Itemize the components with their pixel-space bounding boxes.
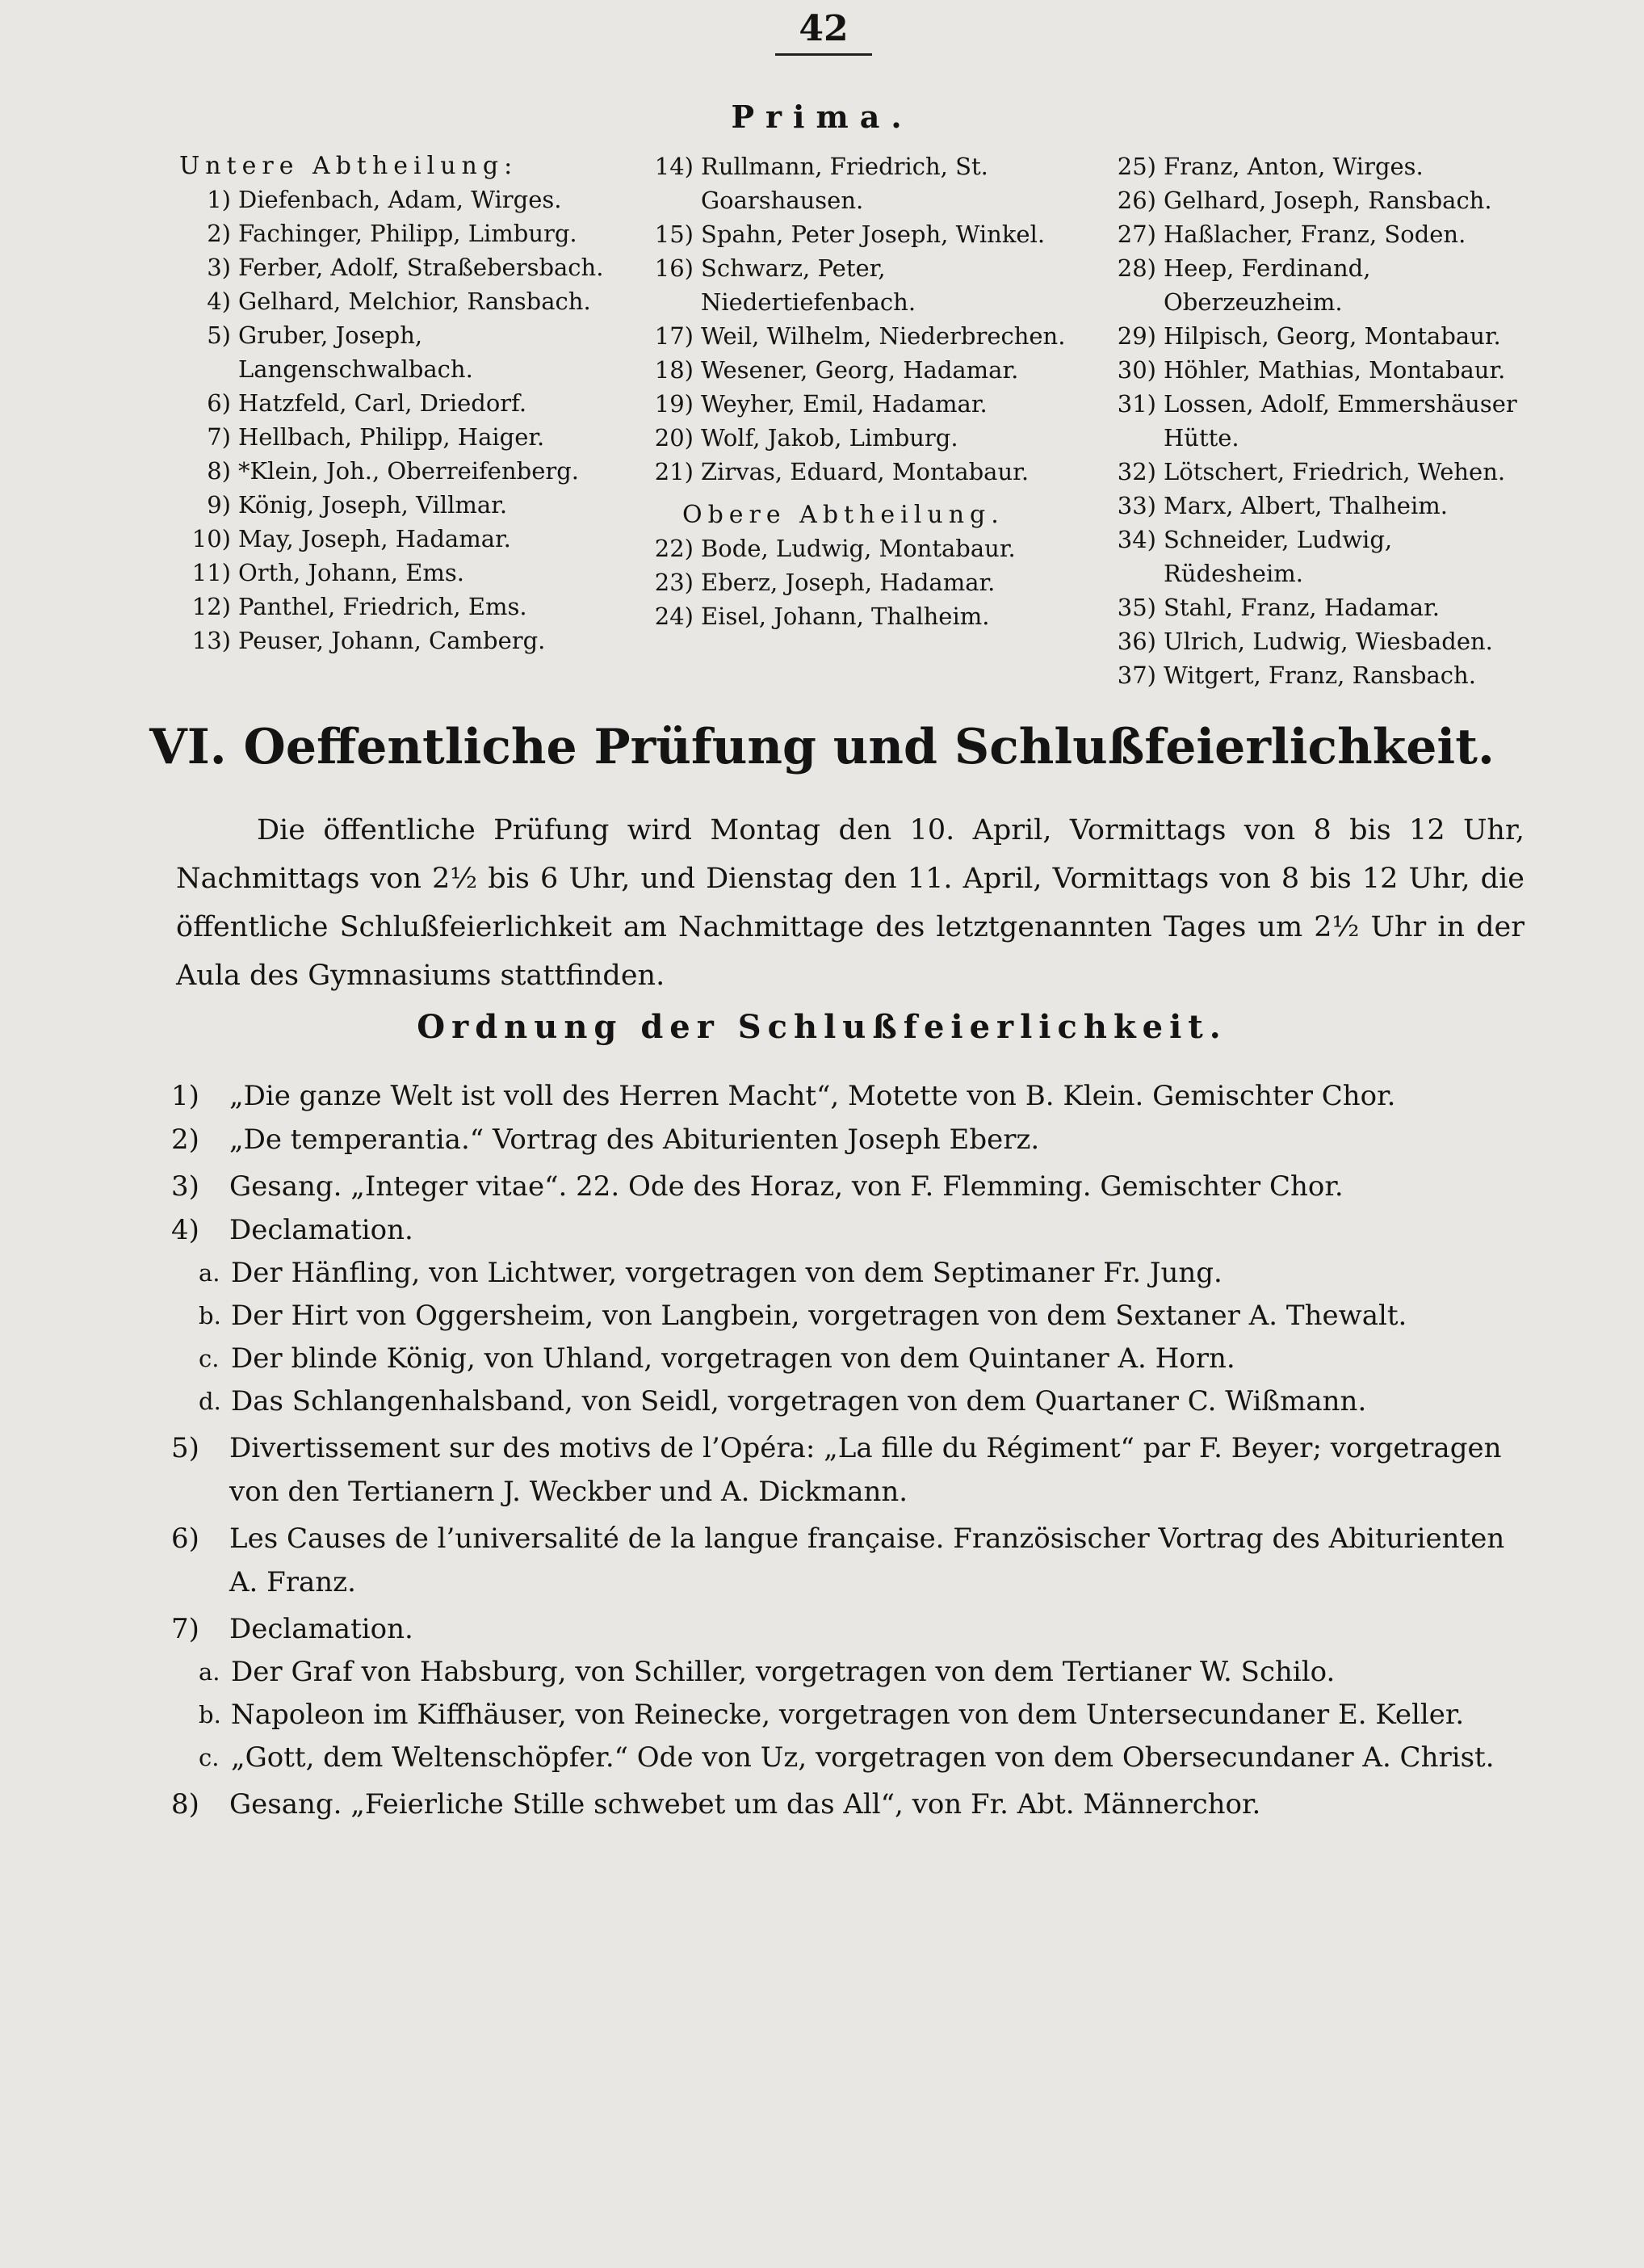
list-item [1105, 319, 1529, 353]
entry-name: Diefenbach, Adam, Wirges. [238, 186, 562, 213]
list-item [642, 251, 1094, 319]
prima-heading: Prima. [731, 99, 913, 135]
entry-name: Spahn, Peter Joseph, Winkel. [701, 220, 1046, 248]
section-title: VI. Oeffentliche Prüfung und Schlußfeierlichkeit. [149, 719, 1495, 775]
entry-name: Hellbach, Philipp, Haiger. [238, 423, 545, 451]
program-text: „Die ganze Welt ist voll des Herren Macht“, Motette von B. Klein. Gemischter Chor. [229, 1080, 1396, 1112]
entry-number: 15) [654, 220, 694, 248]
program-text: Divertissement sur des motivs de l’Opéra: „La fille du Régiment“ par F. Beyer; vorgetragen von den Tertianern J. Weckber und A. Dickmann. [229, 1432, 1502, 1508]
entry-number: 26) [1117, 187, 1156, 214]
program-item [171, 1165, 1528, 1208]
entry-name: Peuser, Johann, Camberg. [238, 627, 546, 654]
ceremony-program [171, 1074, 1528, 1826]
entry-number: 36) [1117, 628, 1156, 655]
entry-number: 34) [1117, 526, 1156, 553]
entry-name: Ferber, Adolf, Straßebersbach. [238, 254, 604, 281]
list-item [1105, 455, 1529, 489]
subitem-text: Napoleon im Kiffhäuser, von Reinecke, vorgetragen von dem Untersecundaner E. Keller. [231, 1699, 1465, 1731]
entry-name: Hilpisch, Georg, Montabaur. [1164, 322, 1501, 350]
entry-number: 19) [654, 390, 694, 418]
entry-name: Eisel, Johann, Thalheim. [701, 603, 990, 630]
list-item [642, 353, 1094, 387]
list-item [1105, 489, 1529, 523]
entry-number: 11) [191, 559, 231, 586]
page-number-rule [775, 53, 872, 56]
entry-name: Stahl, Franz, Hadamar. [1164, 594, 1440, 621]
subitem-text: Der Hänfling, von Lichtwer, vorgetragen von dem Septimaner Fr. Jung. [231, 1257, 1223, 1289]
entry-number: 2) [207, 220, 231, 247]
entry-number: 30) [1117, 356, 1156, 384]
entry-number: 13) [191, 627, 231, 654]
entry-name: May, Joseph, Hadamar. [238, 525, 511, 552]
entry-name: Witgert, Franz, Ransbach. [1164, 662, 1476, 689]
list-item [179, 216, 631, 250]
entry-number: 8) [207, 457, 231, 485]
list-item [179, 318, 631, 386]
list-item [1105, 353, 1529, 387]
program-subitem [171, 1737, 1528, 1779]
student-list-column-1 [179, 149, 631, 657]
program-subitem [171, 1694, 1528, 1737]
program-text: „De temperantia.“ Vortrag des Abiturienten Joseph Eberz. [229, 1124, 1040, 1156]
entry-number: 12) [191, 593, 231, 620]
entry-number: 32) [1117, 458, 1156, 485]
entry-number: 1) [207, 186, 231, 213]
list-item [642, 531, 1094, 565]
list-item [1105, 183, 1529, 217]
program-number: 5) [171, 1432, 199, 1464]
entry-name: Rullmann, Friedrich, St. Goarshausen. [701, 153, 988, 214]
entry-number: 35) [1117, 594, 1156, 621]
entry-name: Gruber, Joseph, Langenschwalbach. [238, 321, 473, 383]
list-item [1105, 149, 1529, 183]
entry-name: Gelhard, Joseph, Ransbach. [1164, 187, 1492, 214]
entry-name: Lossen, Adolf, Emmershäuser Hütte. [1164, 390, 1517, 452]
entry-name: Höhler, Mathias, Montabaur. [1164, 356, 1506, 384]
entry-number: 20) [654, 424, 694, 452]
entry-number: 17) [654, 322, 694, 350]
program-text: Gesang. „Feierliche Stille schwebet um das All“, von Fr. Abt. Männerchor. [229, 1788, 1261, 1821]
program-item [171, 1607, 1528, 1651]
program-text: Les Causes de l’universalité de la langue française. Französischer Vortrag des Abiturienten A. Franz. [229, 1522, 1505, 1598]
entry-number: 4) [207, 288, 231, 315]
entry-number: 6) [207, 389, 231, 417]
entry-number: 5) [207, 321, 231, 349]
program-number: 8) [171, 1788, 199, 1821]
program-text: Declamation. [229, 1214, 413, 1246]
list-item [179, 386, 631, 420]
subitem-letter: c. [199, 1345, 220, 1372]
subitem-letter: b. [199, 1701, 221, 1728]
entry-name: Panthel, Friedrich, Ems. [238, 593, 527, 620]
program-subitem [171, 1295, 1528, 1338]
subitem-text: Der Hirt von Oggersheim, von Langbein, vorgetragen von dem Sextaner A. Thewalt. [231, 1300, 1407, 1332]
list-item [642, 565, 1094, 599]
list-item [642, 599, 1094, 633]
program-item [171, 1426, 1528, 1514]
program-number: 6) [171, 1522, 199, 1555]
entry-number: 28) [1117, 254, 1156, 282]
subitem-letter: a. [199, 1259, 220, 1287]
entry-number: 18) [654, 356, 694, 384]
program-text: Declamation. [229, 1613, 413, 1645]
program-number: 1) [171, 1080, 199, 1112]
entry-name: Gelhard, Melchior, Ransbach. [238, 288, 591, 315]
list-item [179, 284, 631, 318]
list-item [642, 319, 1094, 353]
entry-number: 16) [654, 254, 694, 282]
entry-name: Hatzfeld, Carl, Driedorf. [238, 389, 527, 417]
entry-number: 21) [654, 458, 694, 485]
list-item [179, 454, 631, 488]
entry-name: Marx, Albert, Thalheim. [1164, 492, 1448, 519]
list-item [179, 420, 631, 454]
subitem-letter: c. [199, 1744, 220, 1771]
list-item [642, 149, 1094, 217]
entry-number: 14) [654, 153, 694, 180]
entry-number: 24) [654, 603, 694, 630]
student-list-column-2 [642, 149, 1094, 633]
entry-name: Orth, Johann, Ems. [238, 559, 465, 586]
entry-number: 22) [654, 535, 694, 562]
subitem-letter: b. [199, 1302, 221, 1329]
entry-number: 33) [1117, 492, 1156, 519]
entry-name: Weyher, Emil, Hadamar. [701, 390, 988, 418]
list-item [1105, 624, 1529, 658]
subitem-text: „Gott, dem Weltenschöpfer.“ Ode von Uz, vorgetragen von dem Obersecundaner A. Christ. [231, 1741, 1495, 1774]
list-item [1105, 658, 1529, 692]
entry-name: Franz, Anton, Wirges. [1164, 153, 1424, 180]
ceremony-order-title: Ordnung der Schlußfeierlichkeit. [417, 1008, 1227, 1046]
list-item [1105, 387, 1529, 455]
entry-number: 37) [1117, 662, 1156, 689]
program-subitem [171, 1252, 1528, 1295]
entry-number: 31) [1117, 390, 1156, 418]
entry-name: Eberz, Joseph, Hadamar. [701, 569, 996, 596]
list-item [179, 590, 631, 624]
entry-name: Zirvas, Eduard, Montabaur. [701, 458, 1030, 485]
list-item [1105, 523, 1529, 590]
program-subitem [171, 1651, 1528, 1694]
entry-name: Haßlacher, Franz, Soden. [1164, 220, 1466, 248]
program-item [171, 1517, 1528, 1604]
entry-number: 10) [191, 525, 231, 552]
program-number: 4) [171, 1214, 199, 1246]
list-item [642, 387, 1094, 421]
program-number: 2) [171, 1124, 199, 1156]
subitem-text: Der blinde König, von Uhland, vorgetragen von dem Quintaner A. Horn. [231, 1342, 1235, 1375]
subitem-letter: d. [199, 1388, 221, 1415]
program-subitem [171, 1380, 1528, 1423]
list-item [179, 522, 631, 556]
lower-division-subheading: Untere Abtheilung: [179, 152, 518, 180]
program-subitem [171, 1338, 1528, 1380]
program-item [171, 1074, 1528, 1118]
entry-name: Fachinger, Philipp, Limburg. [238, 220, 577, 247]
list-item [179, 250, 631, 284]
entry-name: Ulrich, Ludwig, Wiesbaden. [1164, 628, 1493, 655]
entry-name: *Klein, Joh., Oberreifenberg. [238, 457, 580, 485]
list-item [179, 488, 631, 522]
program-item [171, 1783, 1528, 1826]
entry-name: Wolf, Jakob, Limburg. [701, 424, 958, 452]
entry-name: Heep, Ferdinand, Oberzeuzheim. [1164, 254, 1371, 316]
entry-number: 27) [1117, 220, 1156, 248]
exam-schedule-paragraph: Die öffentliche Prüfung wird Montag den 10. April, Vormittags von 8 bis 12 Uhr, Nachmittags von 2½ bis 6 Uhr, und Dienstag den 11. April, Vormittags von 8 bis 12 Uhr, die öffentliche Schlußfeierlichkeit am Nachmittage des letztgenannten Tages um 2½ Uhr in der Aula des Gymnasiums stattfinden. [176, 814, 1524, 992]
list-item [179, 624, 631, 657]
student-list-column-3 [1105, 149, 1529, 692]
program-number: 3) [171, 1170, 199, 1203]
subitem-text: Das Schlangenhalsband, von Seidl, vorgetragen von dem Quartaner C. Wißmann. [231, 1385, 1367, 1418]
list-item [1105, 590, 1529, 624]
program-item [171, 1208, 1528, 1252]
list-item [1105, 251, 1529, 319]
entry-name: Lötschert, Friedrich, Wehen. [1164, 458, 1506, 485]
entry-number: 23) [654, 569, 694, 596]
entry-name: König, Joseph, Villmar. [238, 491, 508, 519]
entry-number: 25) [1117, 153, 1156, 180]
subitem-text: Der Graf von Habsburg, von Schiller, vorgetragen von dem Tertianer W. Schilo. [231, 1656, 1336, 1688]
page-number: 42 [799, 8, 849, 49]
entry-number: 29) [1117, 322, 1156, 350]
entry-number: 7) [207, 423, 231, 451]
entry-name: Schwarz, Peter, Niedertiefenbach. [701, 254, 916, 316]
entry-name: Schneider, Ludwig, Rüdesheim. [1164, 526, 1393, 587]
entry-name: Bode, Ludwig, Montabaur. [701, 535, 1016, 562]
entry-name: Weil, Wilhelm, Niederbrechen. [701, 322, 1066, 350]
program-text: Gesang. „Integer vitae“. 22. Ode des Horaz, von F. Flemming. Gemischter Chor. [229, 1170, 1344, 1203]
subitem-letter: a. [199, 1658, 220, 1686]
program-item [171, 1118, 1528, 1161]
list-item [642, 421, 1094, 455]
entry-name: Wesener, Georg, Hadamar. [701, 356, 1019, 384]
list-item [642, 455, 1094, 489]
entry-number: 9) [207, 491, 231, 519]
list-item [179, 183, 631, 216]
list-item [642, 217, 1094, 251]
entry-number: 3) [207, 254, 231, 281]
list-item [1105, 217, 1529, 251]
upper-division-subheading: Obere Abtheilung. [682, 501, 1004, 529]
list-item [179, 556, 631, 590]
program-number: 7) [171, 1613, 199, 1645]
